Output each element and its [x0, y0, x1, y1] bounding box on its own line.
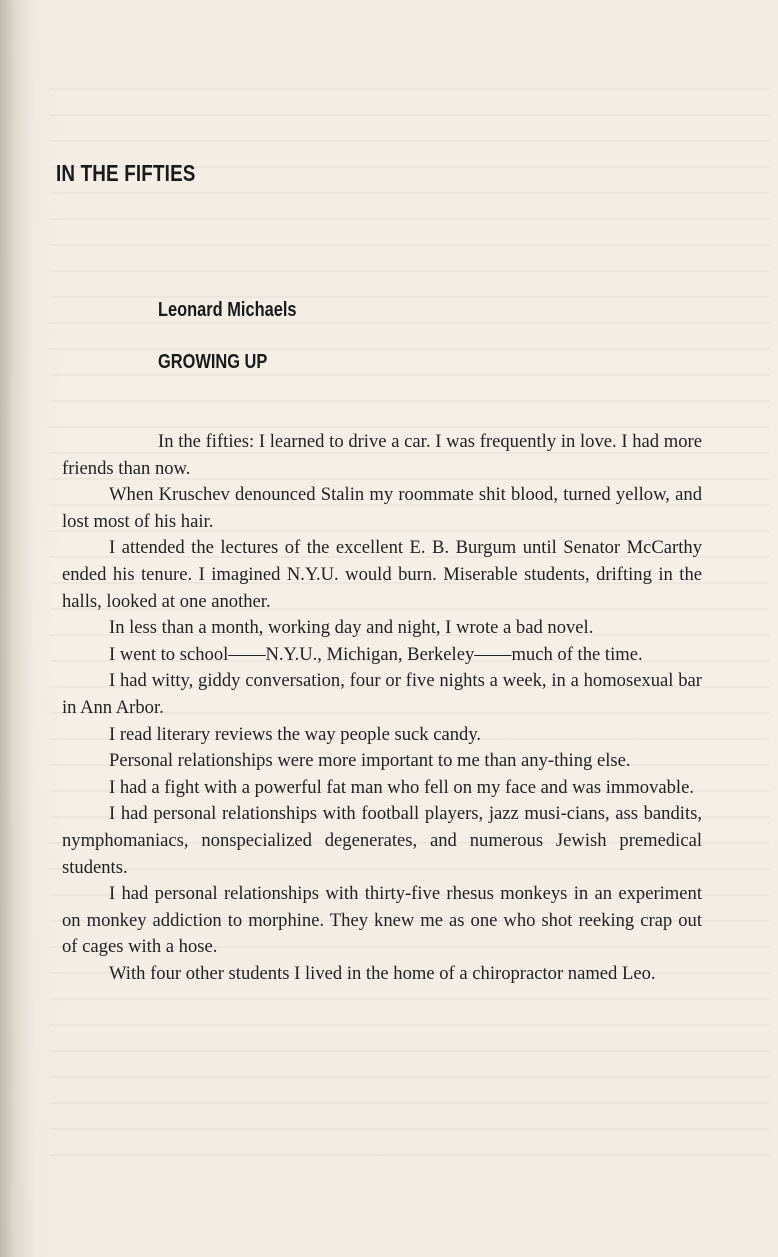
paragraph: I attended the lectures of the excellent E. B. Burgum until Senator McCarthy ended his tenure. I imagined N.Y.U. would burn. Miserable students, drifting in the halls, looked at one another.	[62, 537, 702, 612]
paragraph: In less than a month, working day and night, I wrote a bad novel.	[109, 617, 594, 639]
paragraph: I had personal relationships with thirty-five rhesus monkeys in an experiment on monkey addiction to morphine. They knew me as one who shot reeking crap out of cages with a hose.	[62, 883, 702, 958]
body-text	[62, 429, 702, 987]
paragraph: I had a fight with a powerful fat man who fell on my face and was immovable.	[109, 776, 695, 798]
paragraph: When Kruschev denounced Stalin my roommate shit blood, turned yellow, and lost most of his hair.	[62, 484, 702, 532]
section-title: IN THE FIFTIES	[56, 160, 196, 186]
author-name: Leonard Michaels	[158, 299, 297, 321]
paragraph: I went to school——N.Y.U., Michigan, Berkeley——much of the time.	[109, 643, 643, 665]
paragraph: In the fifties: I learned to drive a car. I was frequently in love. I had more friends than now.	[62, 431, 702, 479]
story-title: GROWING UP	[158, 351, 268, 373]
paragraph: Personal relationships were more important to me than any-thing else.	[109, 750, 631, 772]
paragraph: I had witty, giddy conversation, four or five nights a week, in a homosexual bar in Ann Arbor.	[62, 670, 702, 718]
paragraph: With four other students I lived in the home of a chiropractor named Leo.	[109, 962, 656, 984]
paragraph: I read literary reviews the way people suck candy.	[109, 723, 482, 745]
paragraph: I had personal relationships with football players, jazz musi-cians, ass bandits, nymphomaniacs, nonspecialized degenerates, and numerous Jewish premedical students.	[62, 803, 702, 878]
